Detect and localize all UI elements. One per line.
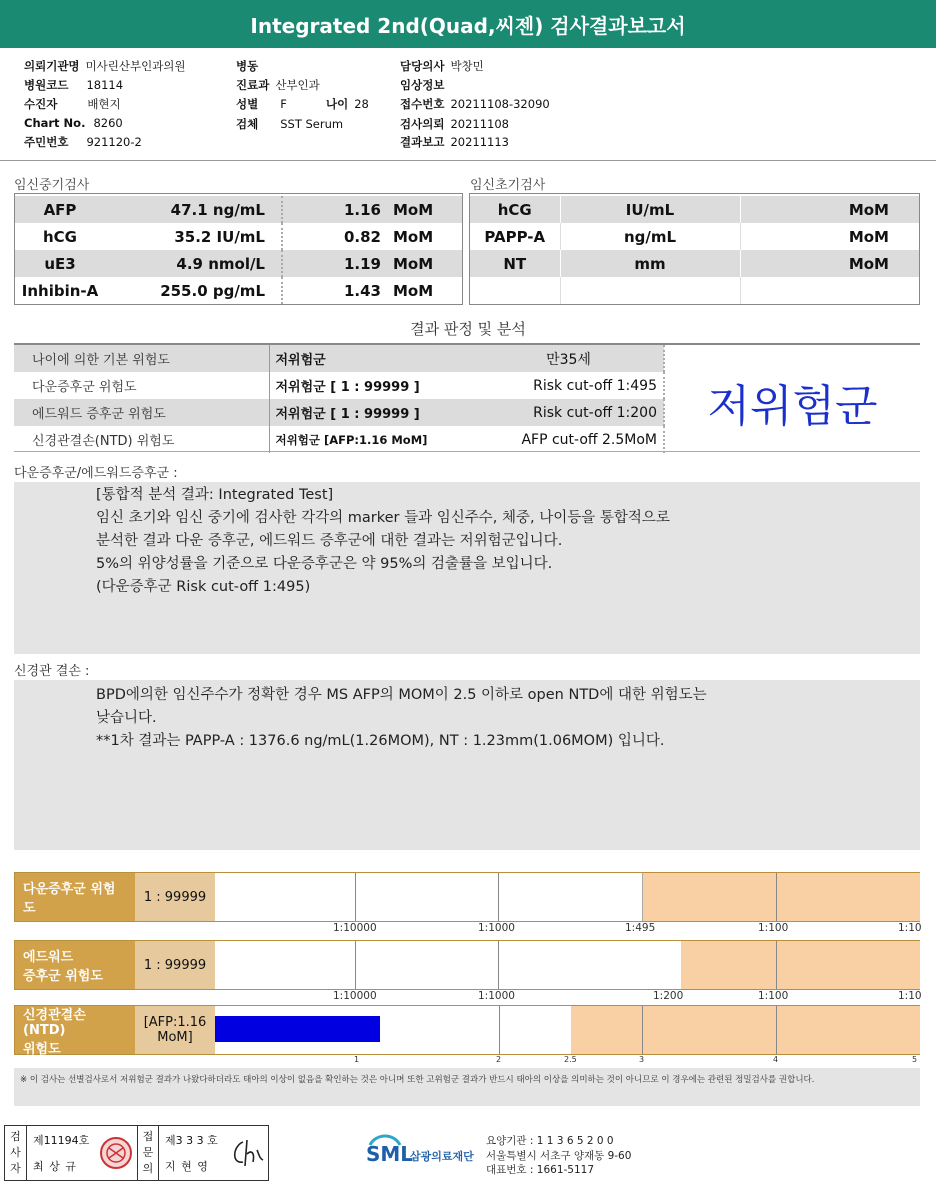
- grid-line: [499, 1006, 500, 1054]
- table-row: [14, 426, 664, 453]
- marker-unit: MoM: [393, 227, 434, 246]
- inspector-name: 최 상 규: [33, 1160, 77, 1173]
- marker-value: 35.2 IU/mL: [105, 223, 282, 250]
- info-patient: 수진자 배현지: [24, 97, 121, 111]
- text-line: 낮습니다.: [96, 710, 157, 726]
- edward-risk-label: [15, 941, 135, 989]
- grid-line: [355, 941, 356, 989]
- divider: [0, 160, 936, 161]
- approver-name: 지 현 영: [165, 1160, 209, 1173]
- analysis-result: 저위험군 [ 1 : 99999 ]: [269, 372, 474, 399]
- ntd-risk-bar: [14, 1005, 920, 1055]
- marker-value: 4.9 nmol/L: [105, 250, 282, 277]
- tick-label: 1:10000: [333, 922, 377, 934]
- marker-name: [470, 277, 560, 304]
- info-specimen: 검체 SST Serum: [236, 117, 344, 131]
- ntd-risk-label: [15, 1006, 135, 1057]
- analysis-cutoff: 만35세: [474, 345, 664, 372]
- table-row: [470, 250, 919, 277]
- tick-label: 2.5: [564, 1055, 577, 1064]
- marker-mom: MoM: [848, 254, 889, 273]
- grid-line: [776, 1006, 777, 1054]
- text-line: **1차 결과는 PAPP-A : 1376.6 ng/mL(1.26MOM), NT : 1.23mm(1.06MOM) 입니다.: [96, 733, 665, 749]
- early-test-table: [470, 196, 919, 304]
- ntd-risk-value: [135, 1006, 215, 1054]
- label-char: 사: [10, 1146, 21, 1159]
- grid-line: [642, 1006, 643, 1054]
- table-row: [15, 277, 462, 304]
- approver-no: 제3 3 3 호: [165, 1134, 218, 1147]
- approver-label: [137, 1126, 159, 1180]
- inspector-label: [5, 1126, 27, 1180]
- tick-label: 5: [912, 1055, 918, 1064]
- analysis-label: 나이에 의한 기본 위험도: [32, 353, 170, 368]
- analysis-title: 결과 판정 및 분석: [410, 320, 526, 338]
- org-code: 요양기관 : 1 1 3 6 5 2 0 0: [486, 1135, 614, 1147]
- analysis-result: 저위험군 [AFP:1.16 MoM]: [269, 426, 474, 453]
- label-char: 문: [142, 1146, 154, 1159]
- table-row: [470, 223, 919, 250]
- marker-name: NT: [503, 254, 527, 273]
- marker-mom: 1.43: [343, 281, 381, 300]
- analysis-result: 저위험군: [269, 345, 474, 372]
- marker-mom: MoM: [848, 227, 889, 246]
- analysis-cutoff: AFP cut-off 2.5MoM: [474, 426, 664, 453]
- footnote-box: [14, 1068, 920, 1106]
- grid-line: [355, 873, 356, 921]
- ntd-text: [96, 684, 707, 753]
- info-receipt-no: 접수번호 20211108-32090: [400, 97, 550, 111]
- marker-value: 47.1 ng/mL: [105, 196, 282, 223]
- marker-name: uE3: [44, 254, 76, 273]
- edward-risk-bar: [14, 940, 920, 990]
- down-section-label: 다운증후군/에드워드증후군 :: [14, 466, 178, 481]
- table-row: [15, 196, 462, 223]
- high-risk-zone: [571, 1006, 920, 1054]
- marker-unit: MoM: [393, 281, 434, 300]
- analysis-cutoff: Risk cut-off 1:200: [474, 399, 664, 426]
- marker-name: AFP: [43, 200, 77, 219]
- text-line: [통합적 분석 결과: Integrated Test]: [96, 487, 334, 503]
- inspector-no: 제11194호: [33, 1134, 90, 1147]
- down-risk-value: 1 : 99999: [135, 873, 215, 921]
- tick-label: 1:1000: [478, 990, 515, 1002]
- marker-unit: MoM: [393, 254, 434, 273]
- tick-label: 1:100: [758, 990, 789, 1002]
- text-line: 분석한 결과 다운 증후군, 에드워드 증후군에 대한 결과는 저위험군입니다.: [96, 533, 563, 549]
- down-risk-bar: [14, 872, 920, 922]
- marker-mom: 1.19: [343, 254, 381, 273]
- marker-mom: 0.82: [343, 227, 381, 246]
- ntd-section-label: 신경관 결손 :: [14, 664, 90, 679]
- marker-unit: IU/mL: [560, 196, 740, 223]
- analysis-table: [14, 345, 665, 453]
- text-line: 임신 초기와 임신 중기에 검사한 각각의 marker 들과 임신주수, 체중, 나이등을 통합적으로: [96, 510, 670, 526]
- grid-line: [498, 873, 499, 921]
- table-row: [14, 372, 664, 399]
- analysis-cutoff: Risk cut-off 1:495: [474, 372, 664, 399]
- text-line: 5%의 위양성률을 기준으로 다운증후군은 약 95%의 검출률을 보입니다.: [96, 556, 553, 572]
- marker-value: 255.0 pg/mL: [105, 277, 282, 304]
- ntd-text-box: [14, 680, 920, 850]
- org-name: 삼광의료재단: [410, 1150, 474, 1163]
- tick-label: 1:10000: [333, 990, 377, 1002]
- high-risk-zone: [642, 873, 920, 921]
- tick-label: 1:10: [898, 922, 922, 934]
- marker-unit: MoM: [393, 200, 434, 219]
- info-clinical: 임상정보: [400, 78, 445, 92]
- tick-label: 1:200: [653, 990, 684, 1002]
- analysis-result: 저위험군 [ 1 : 99999 ]: [269, 399, 474, 426]
- tick-label: 1:100: [758, 922, 789, 934]
- marker-mom: [740, 277, 919, 304]
- info-ward: 병동: [236, 59, 259, 73]
- label-line: 신경관결손(NTD): [23, 1007, 86, 1038]
- label-char: 자: [10, 1162, 21, 1175]
- info-age: 나이 28: [326, 97, 369, 111]
- info-chart-no: Chart No. 8260: [24, 116, 123, 130]
- label-char: 검: [10, 1130, 21, 1143]
- edward-risk-value: 1 : 99999: [135, 941, 215, 989]
- table-row: [470, 277, 919, 304]
- tick-label: 1:495: [625, 922, 656, 934]
- seal-icon: [99, 1136, 133, 1170]
- signature-box: [4, 1125, 269, 1181]
- tick-label: 4: [773, 1055, 779, 1064]
- value-line: MoM]: [157, 1030, 193, 1045]
- marker-unit: [560, 277, 740, 304]
- label-line: 에드워드: [23, 950, 74, 965]
- footnote-text: ※ 이 검사는 선별검사로서 저위험군 결과가 나왔다하더라도 태아의 이상이 없음을 확인하는 것은 아니며 또한 고위험군 결과가 반드시 태아의 이상을 의미하는 것이 아니므로 이 경우에는 관련된 정밀검사를 권합니다.: [20, 1075, 815, 1085]
- grid-line: [776, 941, 777, 989]
- tick-label: 1:10: [898, 990, 922, 1002]
- info-report-date: 결과보고 20211113: [400, 135, 509, 149]
- marker-name: Inhibin-A: [21, 281, 99, 300]
- label-char: 의: [142, 1162, 154, 1175]
- label-line: 위험도: [23, 1041, 61, 1057]
- table-row: [15, 250, 462, 277]
- analysis-label: 신경관결손(NTD) 위험도: [32, 434, 175, 449]
- tick-label: 2: [496, 1055, 502, 1064]
- table-row: [15, 223, 462, 250]
- tick-label: 1: [354, 1055, 360, 1064]
- mid-test-table: [15, 196, 462, 304]
- down-text: [96, 484, 670, 599]
- table-row: [14, 345, 664, 372]
- marker-name: hCG: [43, 227, 77, 246]
- org-phone: 대표번호 : 1661-5117: [486, 1164, 595, 1176]
- signature-icon: [229, 1136, 267, 1170]
- down-text-box: [14, 482, 920, 654]
- analysis-label: 다운증후군 위험도: [32, 380, 137, 395]
- mid-test-title: 임신중기검사: [14, 178, 90, 193]
- afp-mom-bar: [215, 1016, 380, 1042]
- tick-label: 3: [639, 1055, 645, 1064]
- org-logo-text: SML: [366, 1142, 414, 1166]
- label-char: 접: [142, 1130, 154, 1143]
- analysis-label: 에드워드 증후군 위험도: [32, 407, 166, 422]
- marker-name: hCG: [497, 200, 532, 219]
- verdict-text: 저위험군: [707, 381, 878, 432]
- high-risk-zone: [681, 941, 920, 989]
- table-row: [470, 196, 919, 223]
- org-address: 서울특별시 서초구 양재동 9-60: [486, 1150, 632, 1162]
- marker-mom: MoM: [848, 200, 889, 219]
- marker-mom: 1.16: [343, 200, 381, 219]
- report-title: Integrated 2nd(Quad,씨젠) 검사결과보고서: [0, 0, 936, 48]
- info-request-date: 검사의뢰 20211108: [400, 117, 509, 131]
- value-line: [AFP:1.16: [143, 1015, 207, 1030]
- info-sex: 성별 F: [236, 97, 287, 111]
- text-line: (다운증후군 Risk cut-off 1:495): [96, 579, 311, 595]
- table-row: [14, 399, 664, 426]
- info-hospital-code: 병원코드 18114: [24, 78, 124, 92]
- early-test-title: 임신초기검사: [470, 178, 546, 193]
- info-hospital: 의뢰기관명 미사린산부인과의원: [24, 59, 186, 73]
- grid-line: [642, 873, 643, 921]
- down-risk-label: 다운증후군 위험도: [15, 873, 135, 921]
- info-doctor: 담당의사 박창민: [400, 59, 484, 73]
- tick-label: 1:1000: [478, 922, 515, 934]
- grid-line: [776, 873, 777, 921]
- marker-unit: mm: [560, 250, 740, 277]
- info-department: 진료과 산부인과: [236, 78, 320, 92]
- info-resident-no: 주민번호 921120-2: [24, 135, 142, 149]
- marker-name: PAPP-A: [484, 227, 546, 246]
- grid-line: [498, 941, 499, 989]
- marker-unit: ng/mL: [560, 223, 740, 250]
- label-line: 증후군 위험도: [23, 969, 103, 984]
- text-line: BPD에의한 임신주수가 정확한 경우 MS AFP의 MOM이 2.5 이하로 open NTD에 대한 위험도는: [96, 687, 707, 703]
